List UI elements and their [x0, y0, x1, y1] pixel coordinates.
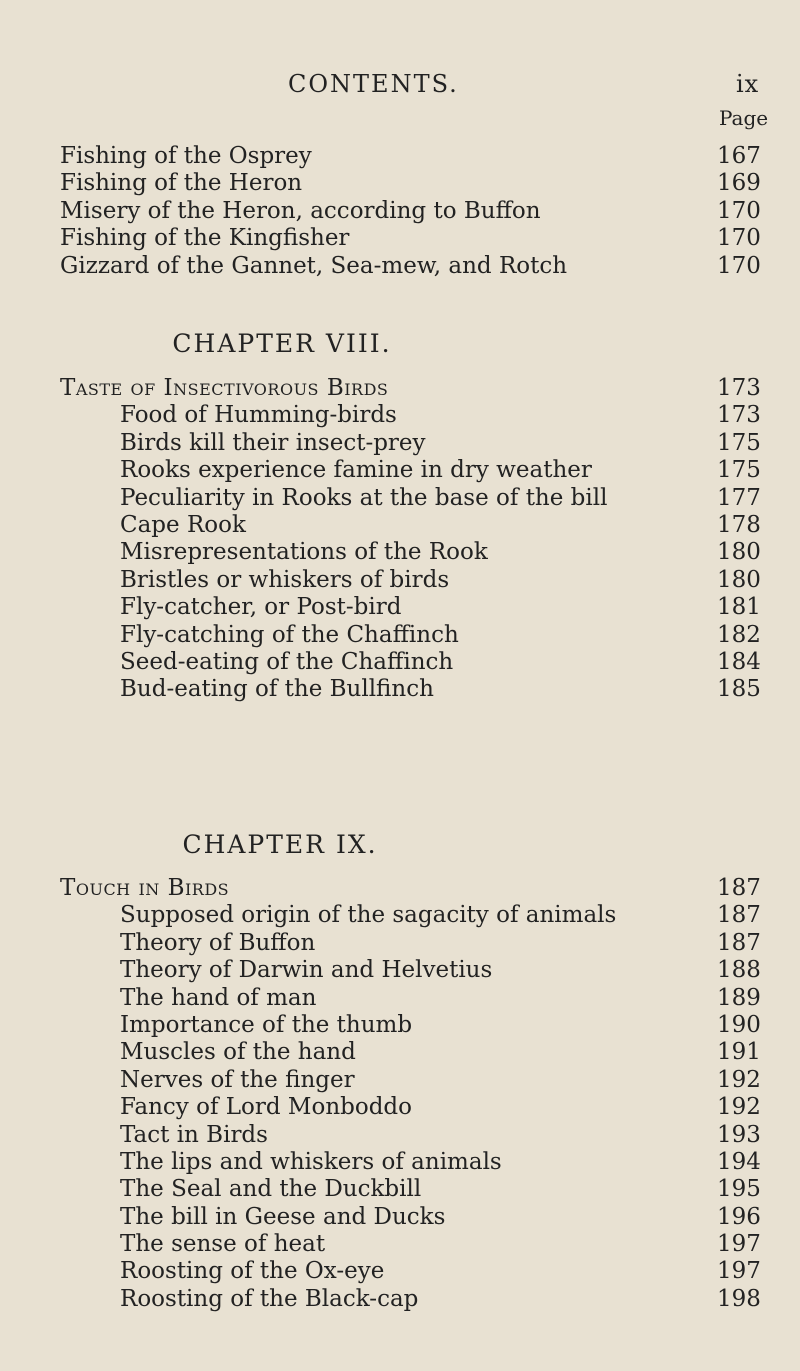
toc-entry-title: Roosting of the Black-cap	[120, 1285, 419, 1312]
toc-entry	[0, 1039, 800, 1066]
toc-entry-page: 185	[717, 676, 761, 703]
toc-entry-title: The bill in Geese and Ducks	[120, 1203, 446, 1230]
toc-entry	[0, 457, 800, 484]
toc-entry	[0, 985, 800, 1012]
toc-entry	[0, 1231, 800, 1258]
toc-entry-title: Food of Humming-birds	[120, 402, 397, 429]
toc-entry-title: The sense of heat	[120, 1231, 326, 1258]
toc-entry-page: 173	[717, 402, 761, 429]
toc-entry-page: 170	[717, 225, 761, 252]
toc-entry-page: 195	[717, 1176, 761, 1203]
toc-entry-page: 182	[717, 621, 761, 648]
toc-entry	[0, 594, 800, 621]
page-column-label: Page	[719, 106, 769, 130]
toc-entry	[0, 1149, 800, 1176]
toc-entry	[0, 649, 800, 676]
toc-entry	[0, 1122, 800, 1149]
toc-entry-title: Fancy of Lord Monboddo	[120, 1094, 413, 1121]
toc-entry-title: Fishing of the Osprey	[60, 143, 312, 169]
toc-entry	[0, 170, 800, 197]
toc-entry-title: The lips and whiskers of animals	[120, 1148, 502, 1175]
toc-entry-title: Taste of Insectivorous Birds	[60, 375, 389, 401]
toc-entry	[0, 375, 800, 402]
toc-entry-title: Birds kill their insect-prey	[120, 429, 426, 456]
toc-entry-title: Theory of Buffon	[120, 929, 316, 956]
toc-entry	[0, 930, 800, 957]
section-chapter-8	[0, 375, 800, 704]
toc-entry	[0, 253, 800, 280]
toc-entry	[0, 485, 800, 512]
toc-entry-title: Misery of the Heron, according to Buffon	[60, 197, 541, 224]
toc-entry-title: Fly-catcher, or Post-bird	[120, 594, 402, 621]
toc-entry-page: 169	[717, 170, 761, 197]
toc-entry-page: 187	[717, 902, 761, 929]
toc-entry-page: 197	[717, 1231, 761, 1258]
toc-entry-title: Fishing of the Heron	[60, 170, 303, 197]
toc-entry-page: 189	[717, 984, 761, 1011]
toc-entry-page: 177	[717, 484, 761, 511]
toc-entry-title: Fishing of the Kingfisher	[60, 225, 350, 252]
toc-entry-page: 191	[717, 1039, 761, 1066]
toc-entry	[0, 225, 800, 252]
toc-entry	[0, 1258, 800, 1285]
toc-entry-title: Misrepresentations of the Rook	[120, 539, 488, 566]
toc-entry-title: Touch in Birds	[60, 875, 230, 901]
toc-entry-title: The hand of man	[120, 984, 317, 1011]
toc-entry-title: Cape Rook	[120, 511, 246, 538]
toc-entry	[0, 539, 800, 566]
toc-entry	[0, 1204, 800, 1231]
running-head: CONTENTS.	[288, 70, 459, 98]
toc-entry-page: 187	[717, 929, 761, 956]
toc-entry	[0, 512, 800, 539]
toc-entry	[0, 1012, 800, 1039]
toc-entry-page: 167	[717, 143, 761, 169]
toc-entry	[0, 902, 800, 929]
toc-entry	[0, 1094, 800, 1121]
toc-entry-page: 173	[717, 375, 761, 401]
toc-entry-title: Roosting of the Ox-eye	[120, 1258, 385, 1285]
toc-entry-page: 196	[717, 1203, 761, 1230]
toc-entry-page: 192	[717, 1094, 761, 1121]
toc-entry-title: Supposed origin of the sagacity of animals	[120, 902, 617, 929]
section-chapter-9	[0, 875, 800, 1313]
toc-entry-title: Bud-eating of the Bullfinch	[120, 676, 434, 703]
toc-entry-page: 175	[717, 429, 761, 456]
toc-entry	[0, 1176, 800, 1203]
toc-entry-title: Fly-catching of the Chaffinch	[120, 621, 459, 648]
toc-entry	[0, 567, 800, 594]
toc-entry-page: 180	[717, 539, 761, 566]
chapter-heading: CHAPTER IX.	[182, 830, 378, 859]
toc-entry-title: Tact in Birds	[120, 1121, 268, 1148]
toc-entry-page: 170	[717, 197, 761, 224]
toc-entry-page: 175	[717, 457, 761, 484]
toc-entry-title: Bristles or whiskers of birds	[120, 566, 450, 593]
toc-entry	[0, 957, 800, 984]
toc-entry-page: 197	[717, 1258, 761, 1285]
toc-entry-title: The Seal and the Duckbill	[120, 1176, 422, 1203]
toc-entry	[0, 430, 800, 457]
toc-entry-page: 194	[717, 1148, 761, 1175]
toc-entry	[0, 1067, 800, 1094]
section-continued	[0, 143, 800, 280]
toc-entry-page: 187	[717, 875, 761, 901]
toc-entry	[0, 622, 800, 649]
toc-entry-page: 188	[717, 957, 761, 984]
toc-entry	[0, 875, 800, 902]
toc-entry-page: 178	[717, 511, 761, 538]
toc-entry-title: Rooks experience famine in dry weather	[120, 457, 592, 484]
toc-entry-title: Gizzard of the Gannet, Sea-mew, and Rotch	[60, 252, 568, 279]
toc-entry-title: Peculiarity in Rooks at the base of the bill	[120, 484, 608, 511]
page-number: ix	[736, 70, 760, 98]
toc-entry	[0, 143, 800, 170]
toc-entry-page: 181	[717, 594, 761, 621]
toc-entry-page: 190	[717, 1011, 761, 1038]
toc-entry-title: Nerves of the finger	[120, 1066, 355, 1093]
toc-entry-page: 193	[717, 1121, 761, 1148]
toc-entry-page: 198	[717, 1285, 761, 1312]
toc-entry-page: 192	[717, 1066, 761, 1093]
toc-entry-page: 184	[717, 648, 761, 675]
toc-entry	[0, 402, 800, 429]
toc-entry-page: 170	[717, 252, 761, 279]
toc-entry-title: Importance of the thumb	[120, 1011, 413, 1038]
toc-entry-page: 180	[717, 566, 761, 593]
toc-entry	[0, 1286, 800, 1313]
toc-entry-title: Seed-eating of the Chaffinch	[120, 648, 454, 675]
toc-entry	[0, 676, 800, 703]
toc-entry-title: Muscles of the hand	[120, 1039, 356, 1066]
toc-entry-title: Theory of Darwin and Helvetius	[120, 957, 493, 984]
chapter-heading: CHAPTER VIII.	[172, 329, 392, 358]
toc-entry	[0, 198, 800, 225]
